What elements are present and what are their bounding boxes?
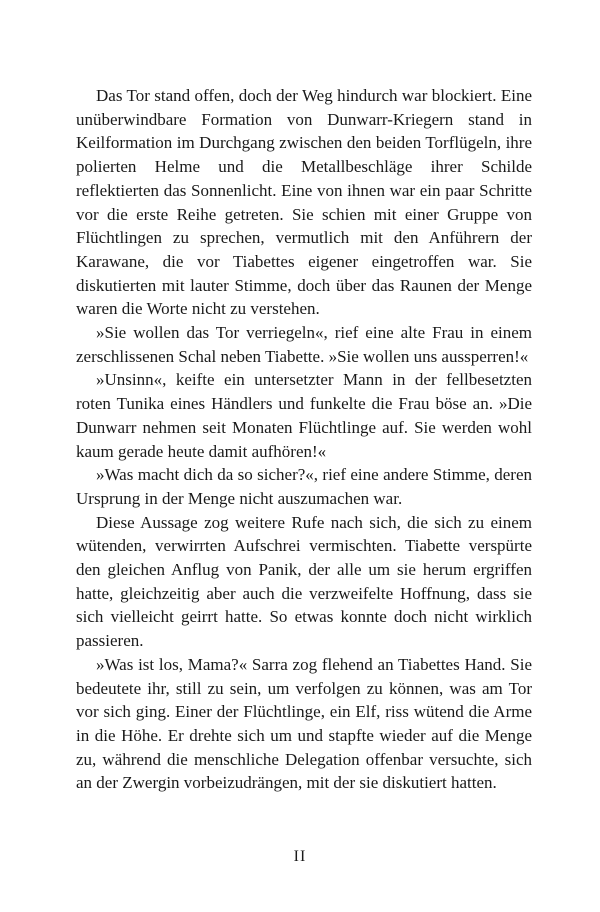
paragraph: »Was ist los, Mama?« Sarra zog flehend an Tiabettes Hand. Sie bedeutete ihr, still zu sein, um verfolgen zu können, was am Tor vor sich ging. Einer der Flüchtlinge, ein Elf, riss wütend die Arme in die Höhe. Er drehte sich um und stapfte wieder auf die Menge zu, während die menschliche Delegation offenbar versuchte, sich an der Zwergin vorbeizudrängen, mit der sie diskutiert hatten. (76, 654, 532, 793)
paragraph: »Unsinn«, keifte ein untersetzter Mann in der fellbesetzten roten Tunika eines Händlers und funkelte die Frau böse an. »Die Dunwarr nehmen seit Monaten Flüchtlinge auf. Sie werden wohl kaum gerade heute damit aufhören!« (76, 370, 532, 461)
paragraph: Diese Aussage zog weitere Rufe nach sich, die sich zu einem wütenden, verwirrten Aufschrei vermischten. Tiabette verspürte den gleichen Anflug von Panik, der alle um sie herum ergriffen hatte, gleichzeitig aber auch die verzweifelte Hoffnung, dass sie sich vielleicht geirrt hatte. So etwas konnte doch nicht wirklich passieren. (76, 512, 532, 651)
paragraph: »Was macht dich da so sicher?«, rief eine andere Stimme, deren Ursprung in der Menge nicht auszumachen war. (76, 465, 532, 508)
page-number: II (293, 848, 307, 865)
paragraph: Das Tor stand offen, doch der Weg hindurch war blockiert. Eine unüberwindbare Formation von Dunwarr-Kriegern stand in Keilformation im Durchgang zwischen den beiden Torflügeln, ihre polierten Helme und die Metallbeschläge ihrer Schilde reflektierten das Sonnenlicht. Eine von ihnen war ein paar Schritte vor die erste Reihe getreten. Sie schien mit einer Gruppe von Flüchtlingen zu sprechen, vermutlich mit den Anführern der Karawane, die vor Tiabettes eigener eingetroffen war. Sie diskutierten mit lauter Stimme, doch über das Raunen der Menge waren die Worte nicht zu verstehen. (76, 86, 532, 319)
book-page-text (76, 84, 532, 795)
paragraph: »Sie wollen das Tor verriegeln«, rief eine alte Frau in einem zerschlissenen Schal neben Tiabette. »Sie wollen uns aussperren!« (76, 323, 532, 366)
